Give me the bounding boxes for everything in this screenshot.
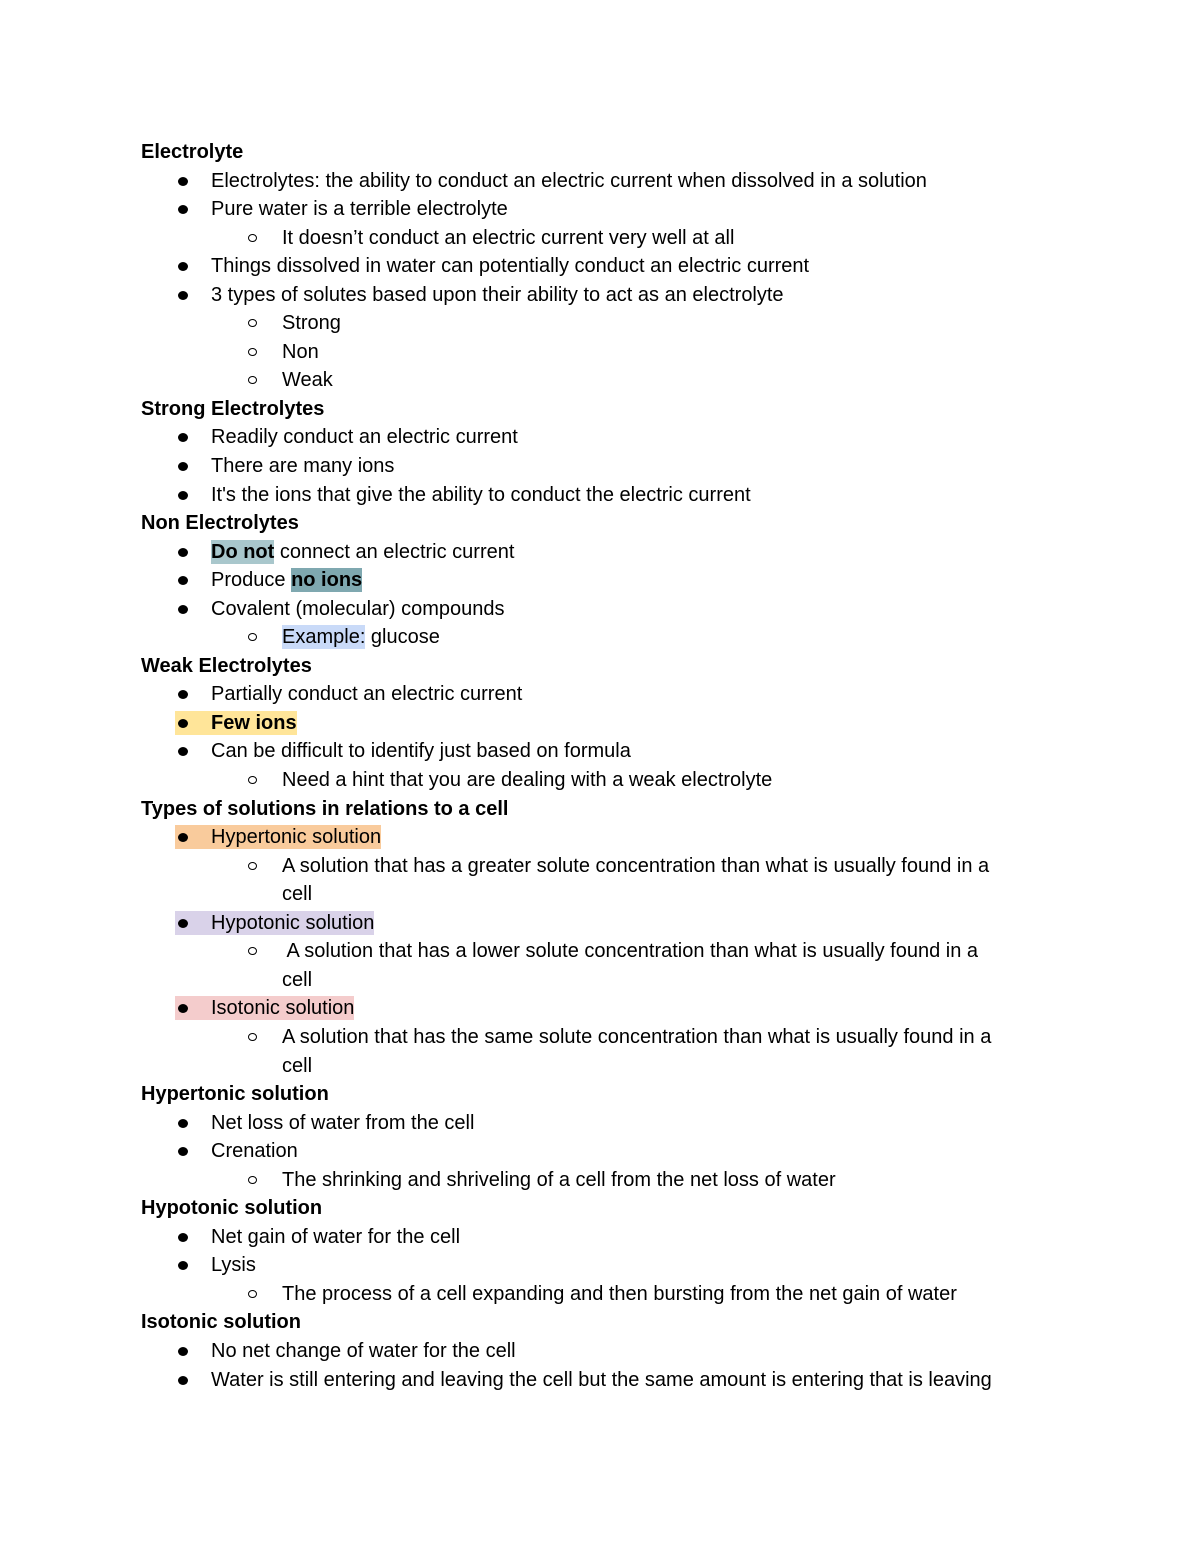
item-text: The shrinking and shriveling of a cell from the net loss of water <box>282 1168 836 1191</box>
bullet-icon <box>178 1147 188 1156</box>
item-text-part: Few ions <box>211 711 297 734</box>
circle-bullet-icon <box>248 947 257 955</box>
list-item <box>0 195 1200 224</box>
item-text: A solution that has the same solute concentration than what is usually found in a <box>282 1025 992 1048</box>
list-item <box>0 1109 1200 1138</box>
bullet-icon <box>178 177 188 186</box>
section-heading: Weak Electrolytes <box>141 654 312 677</box>
circle-bullet-icon <box>248 1176 257 1184</box>
bullet-icon <box>178 433 188 442</box>
item-text-part: connect an electric current <box>274 540 515 563</box>
sub-list-item <box>0 623 1200 652</box>
item-text: Hypertonic solution <box>211 826 382 849</box>
item-text: It doesn’t conduct an electric current very well at all <box>282 226 735 249</box>
bullet-icon <box>178 262 188 271</box>
item-text: No net change of water for the cell <box>211 1339 516 1362</box>
sub-list-item <box>0 766 1200 795</box>
item-text: It's the ions that give the ability to conduct the electric current <box>211 483 751 506</box>
item-text-part: glucose <box>365 626 440 649</box>
sub-list-item <box>0 937 1200 966</box>
item-text: Can be difficult to identify just based on formula <box>211 740 631 763</box>
item-text: Net loss of water from the cell <box>211 1111 475 1134</box>
list-item <box>0 737 1200 766</box>
item-text: cell <box>282 968 313 991</box>
list-item <box>0 709 1200 738</box>
circle-bullet-icon <box>248 633 257 641</box>
highlighted-item <box>175 711 297 735</box>
bullet-icon <box>178 690 188 699</box>
sub-list-item <box>0 224 1200 253</box>
item-text: There are many ions <box>211 455 395 478</box>
item-text: Things dissolved in water can potentially conduct an electric current <box>211 255 810 278</box>
sub-list-item <box>0 338 1200 367</box>
list-item <box>0 452 1200 481</box>
highlighted-item <box>175 996 354 1020</box>
circle-bullet-icon <box>248 1290 257 1298</box>
bullet-icon <box>178 1233 188 1242</box>
list-item <box>0 481 1200 510</box>
list-item <box>0 994 1200 1023</box>
list-item <box>0 823 1200 852</box>
bullet-icon <box>178 605 188 614</box>
list-item <box>0 909 1200 938</box>
circle-bullet-icon <box>248 319 257 327</box>
item-text-part: no ions <box>291 569 363 592</box>
sub-list-item <box>0 309 1200 338</box>
circle-bullet-icon <box>248 348 257 356</box>
sub-list-item <box>0 1166 1200 1195</box>
list-item <box>0 538 1200 567</box>
item-text: Non <box>282 340 319 363</box>
bullet-icon <box>178 1261 188 1270</box>
item-text: Electrolytes: the ability to conduct an electric current when dissolved in a solution <box>211 169 927 192</box>
bullet-icon <box>178 919 188 928</box>
item-text: Partially conduct an electric current <box>211 683 523 706</box>
circle-bullet-icon <box>248 776 257 784</box>
item-text: The process of a cell expanding and then bursting from the net gain of water <box>282 1282 957 1305</box>
item-text: Isotonic solution <box>211 997 355 1020</box>
bullet-icon <box>178 576 188 585</box>
list-item <box>0 680 1200 709</box>
bullet-icon <box>178 291 188 300</box>
item-text: A solution that has a greater solute concentration than what is usually found in a <box>282 854 990 877</box>
list-item <box>0 1337 1200 1366</box>
bullet-icon <box>178 548 188 557</box>
section-heading: Hypertonic solution <box>141 1083 329 1106</box>
bullet-icon <box>178 205 188 214</box>
list-item <box>0 566 1200 595</box>
sub-list-item-continuation <box>0 1052 1200 1081</box>
item-text: Hypotonic solution <box>211 911 375 934</box>
item-text: Readily conduct an electric current <box>211 426 518 449</box>
item-text: Crenation <box>211 1140 298 1163</box>
bullet-icon <box>178 491 188 500</box>
item-text: cell <box>282 1054 313 1077</box>
sub-list-item-continuation <box>0 966 1200 995</box>
list-item <box>0 252 1200 281</box>
item-text: 3 types of solutes based upon their ability to act as an electrolyte <box>211 283 784 306</box>
section-heading: Types of solutions in relations to a cell <box>141 797 509 820</box>
item-text: Covalent (molecular) compounds <box>211 597 505 620</box>
item-text: Water is still entering and leaving the cell but the same amount is entering that is leaving <box>211 1368 992 1391</box>
section-heading: Non Electrolytes <box>141 512 299 535</box>
circle-bullet-icon <box>248 376 257 384</box>
item-text-part: Example: <box>282 626 366 649</box>
circle-bullet-icon <box>248 1033 257 1041</box>
item-text: A solution that has a lower solute concentration than what is usually found in a <box>282 940 978 963</box>
bullet-icon <box>178 1376 188 1385</box>
list-item <box>0 595 1200 624</box>
list-item <box>0 1366 1200 1395</box>
section-heading: Hypotonic solution <box>141 1197 323 1220</box>
list-item <box>0 167 1200 196</box>
list-item <box>0 423 1200 452</box>
section-heading: Isotonic solution <box>141 1311 301 1334</box>
item-text: Net gain of water for the cell <box>211 1225 461 1248</box>
list-item <box>0 1137 1200 1166</box>
sub-list-item <box>0 852 1200 881</box>
item-text: Weak <box>282 369 333 392</box>
sub-list-item <box>0 366 1200 395</box>
sub-list-item-continuation <box>0 880 1200 909</box>
bullet-icon <box>178 747 188 756</box>
list-item <box>0 1251 1200 1280</box>
item-text: Strong <box>282 312 341 335</box>
bullet-icon <box>178 462 188 471</box>
sub-list-item <box>0 1023 1200 1052</box>
item-text: Lysis <box>211 1254 256 1277</box>
circle-bullet-icon <box>248 862 257 870</box>
section-heading: Electrolyte <box>141 141 244 163</box>
circle-bullet-icon <box>248 234 257 242</box>
list-item <box>0 1223 1200 1252</box>
list-item <box>0 281 1200 310</box>
item-text: Pure water is a terrible electrolyte <box>211 198 508 221</box>
sub-list-item <box>0 1280 1200 1309</box>
bullet-icon <box>178 1347 188 1356</box>
bullet-icon <box>178 1119 188 1128</box>
section-heading: Strong Electrolytes <box>141 397 325 420</box>
document-body <box>0 138 1200 1394</box>
highlighted-item <box>175 825 381 849</box>
item-text: cell <box>282 883 313 906</box>
item-text-part: Produce <box>211 569 292 592</box>
item-text: Need a hint that you are dealing with a weak electrolyte <box>282 769 773 792</box>
item-text-part: Do not <box>211 540 275 563</box>
bullet-icon <box>178 719 188 728</box>
highlighted-item <box>175 911 374 935</box>
